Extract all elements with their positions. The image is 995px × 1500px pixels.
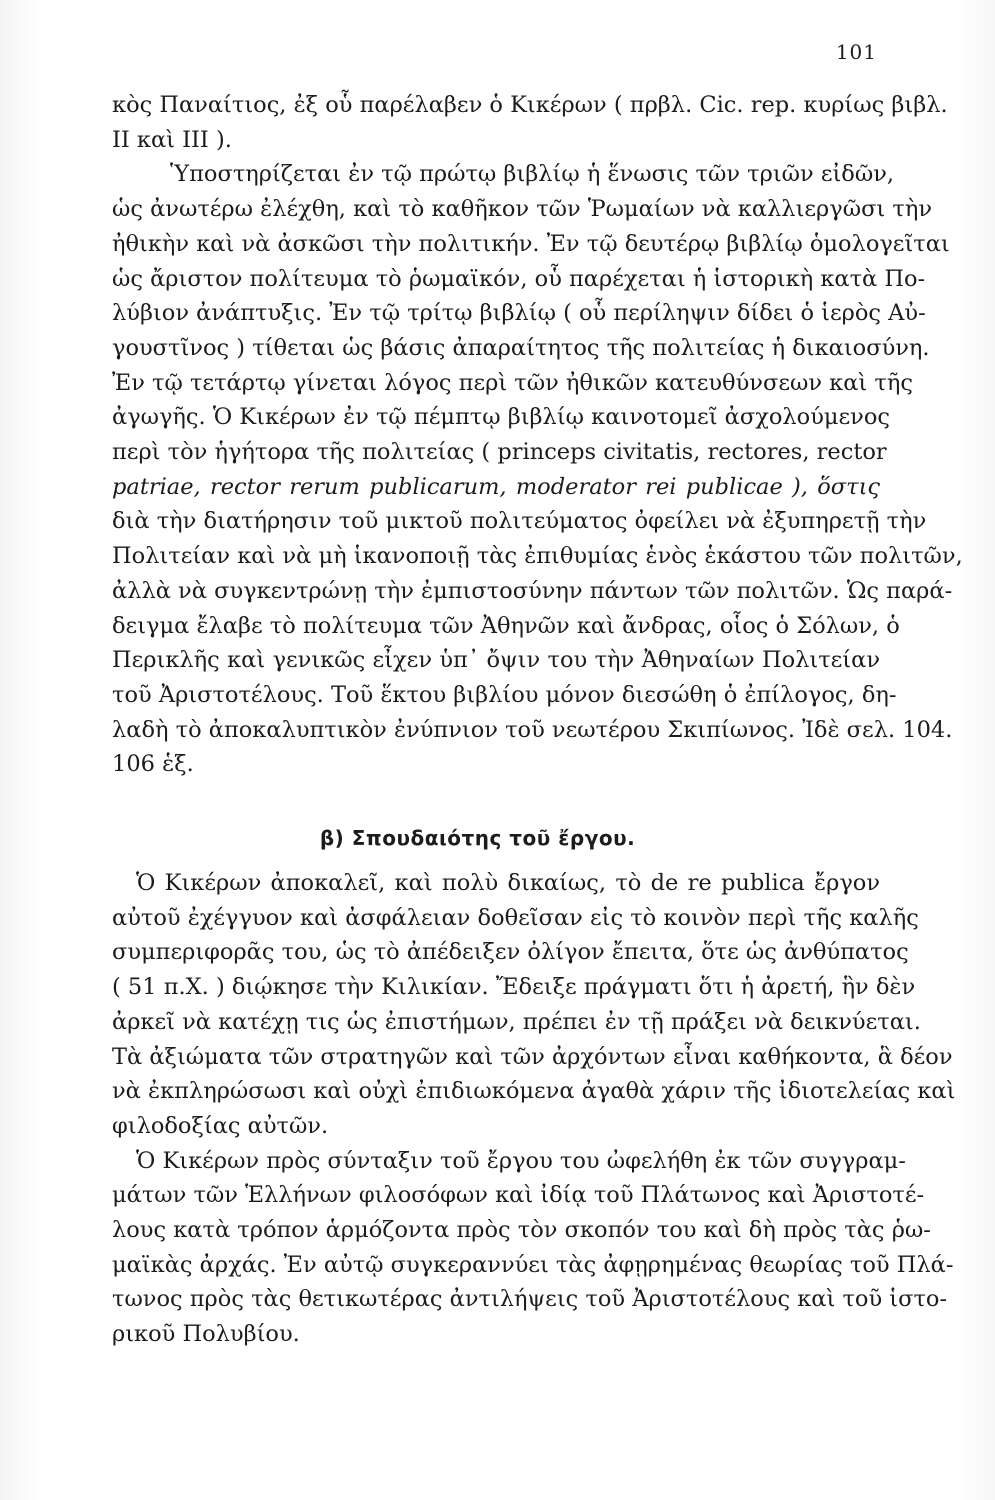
text-line: Τὰ ἀξιώματα τῶν στρατηγῶν καὶ τῶν ἀρχόντων εἶναι καθήκοντα, ἃ δέον	[112, 1043, 953, 1070]
text-line: ἀλλὰ νὰ συγκεντρώνῃ τὴν ἐμπιστοσύνην πάντων τῶν πολιτῶν. Ὡς παρά-	[112, 577, 953, 604]
text-line: γουστῖνος ) τίθεται ὡς βάσις ἀπαραίτητος τῆς πολιτείας ἡ δικαιοσύνη.	[112, 334, 930, 361]
body-text-block-1	[112, 88, 963, 782]
paragraph-3	[112, 866, 956, 1144]
section-heading	[0, 826, 995, 850]
text-line: λύβιον ἀνάπτυξις. Ἐν τῷ τρίτῳ βιβλίῳ ( οὗ περίληψιν δίδει ὁ ἱερὸς Αὐ-	[112, 300, 926, 327]
text-line: λαδὴ τὸ ἀποκαλυπτικὸν ἐνύπνιον τοῦ νεωτέρου Σκιπίωνος. Ἰδὲ σελ. 104.	[112, 716, 953, 743]
text-line: ὡς ἄριστον πολίτευμα τὸ ῥωμαϊκόν, οὗ παρέχεται ἡ ἱστορικὴ κατὰ Πο-	[112, 265, 926, 292]
text-line: II καὶ III ).	[112, 126, 232, 153]
text-line: patriae, rector rerum publicarum, moderator rei publicae ), ὅστις	[112, 473, 880, 500]
text-line: Ὁ Κικέρων ἀποκαλεῖ, καὶ πολὺ δικαίως, τὸ de re publica ἔργον	[136, 870, 880, 896]
text-line: Περικλῆς καὶ γενικῶς εἶχεν ὑπ᾽ ὄψιν του τὴν Ἀθηναίων Πολιτείαν	[112, 647, 880, 674]
text-line: ρικοῦ Πολυβίου.	[112, 1321, 300, 1348]
section-heading-text: β) Σπουδαιότης τοῦ ἔργου.	[319, 826, 636, 850]
text-line: Πολιτείαν καὶ νὰ μὴ ἱκανοποιῇ τὰς ἐπιθυμίας ἑνὸς ἑκάστου τῶν πολιτῶν,	[112, 543, 963, 570]
text-line: λους κατὰ τρόπον ἁρμόζοντα πρὸς τὸν σκοπόν του καὶ δὴ πρὸς τὰς ῥω-	[112, 1217, 931, 1244]
text-line: Ὑποστηρίζεται ἐν τῷ πρώτῳ βιβλίῳ ἡ ἕνωσις τῶν τριῶν εἰδῶν,	[170, 161, 895, 188]
text-line: ἀρκεῖ νὰ κατέχῃ τις ὡς ἐπιστήμων, πρέπει ἐν τῇ πράξει νὰ δεικνύεται.	[112, 1008, 921, 1035]
text-line: δειγμα ἔλαβε τὸ πολίτευμα τῶν Ἀθηνῶν καὶ ἄνδρας, οἷος ὁ Σόλων, ὁ	[112, 612, 900, 639]
text-line: περὶ τὸν ἡγήτορα τῆς πολιτείας ( princeps civitatis, rectores, rector	[112, 439, 887, 466]
paragraph-1	[112, 88, 948, 157]
text-line: νὰ ἐκπληρώσωσι καὶ οὐχὶ ἐπιδιωκόμενα ἀγαθὰ χάριν τῆς ἰδιοτελείας καὶ	[112, 1078, 956, 1105]
text-line: τωνος πρὸς τὰς θετικωτέρας ἀντιλήψεις τοῦ Ἀριστοτέλους καὶ τοῦ ἱστο-	[112, 1286, 948, 1313]
text-line: Ἐν τῷ τετάρτῳ γίνεται λόγος περὶ τῶν ἠθικῶν κατευθύνσεων καὶ τῆς	[112, 369, 913, 396]
paragraph-2	[112, 157, 963, 782]
text-line: ἠθικὴν καὶ νὰ ἀσκῶσι τὴν πολιτικήν. Ἐν τῷ δευτέρῳ βιβλίῳ ὁμολογεῖται	[112, 230, 950, 257]
page-number: 101	[835, 40, 877, 64]
text-line: μάτων τῶν Ἑλλήνων φιλοσόφων καὶ ἰδίᾳ τοῦ Πλάτωνος καὶ Ἀριστοτέ-	[112, 1182, 925, 1209]
text-line: αὐτοῦ ἐχέγγυον καὶ ἀσφάλειαν δοθεῖσαν εἰς τὸ κοινὸν περὶ τῆς καλῆς	[112, 904, 919, 931]
text-line: διὰ τὴν διατήρησιν τοῦ μικτοῦ πολιτεύματος ὀφείλει νὰ ἐξυπηρετῇ τὴν	[112, 508, 927, 535]
text-line: ἀγωγῆς. Ὁ Κικέρων ἐν τῷ πέμπτῳ βιβλίῳ καινοτομεῖ ἀσχολούμενος	[112, 404, 891, 431]
text-line: τοῦ Ἀριστοτέλους. Τοῦ ἕκτου βιβλίου μόνον διεσώθη ὁ ἐπίλογος, δη-	[112, 681, 897, 708]
text-line: ( 51 π.Χ. ) διῴκησε τὴν Κιλικίαν. Ἔδειξε πράγματι ὅτι ἡ ἀρετή, ἣν δὲν	[112, 974, 916, 1001]
text-line: κὸς Παναίτιος, ἐξ οὗ παρέλαβεν ὁ Κικέρων ( πρβλ. Cic. rep. κυρίως βιβλ.	[112, 92, 948, 118]
paragraph-4	[112, 1144, 954, 1352]
text-line: Ὁ Κικέρων πρὸς σύνταξιν τοῦ ἔργου του ὠφελήθη ἐκ τῶν συγγραμ-	[136, 1147, 906, 1174]
text-line: συμπεριφορᾶς του, ὡς τὸ ἀπέδειξεν ὀλίγον ἔπειτα, ὅτε ὡς ἀνθύπατος	[112, 939, 909, 966]
text-line: φιλοδοξίας αὐτῶν.	[112, 1112, 329, 1139]
text-line: 106 ἑξ.	[112, 751, 194, 778]
body-text-block-2	[112, 866, 956, 1352]
text-line: μαϊκὰς ἀρχάς. Ἐν αὐτῷ συγκεραννύει τὰς ἀφῃρημένας θεωρίας τοῦ Πλά-	[112, 1251, 954, 1278]
text-line: ὡς ἀνωτέρω ἐλέχθη, καὶ τὸ καθῆκον τῶν Ῥωμαίων νὰ καλλιεργῶσι τὴν	[112, 196, 933, 223]
